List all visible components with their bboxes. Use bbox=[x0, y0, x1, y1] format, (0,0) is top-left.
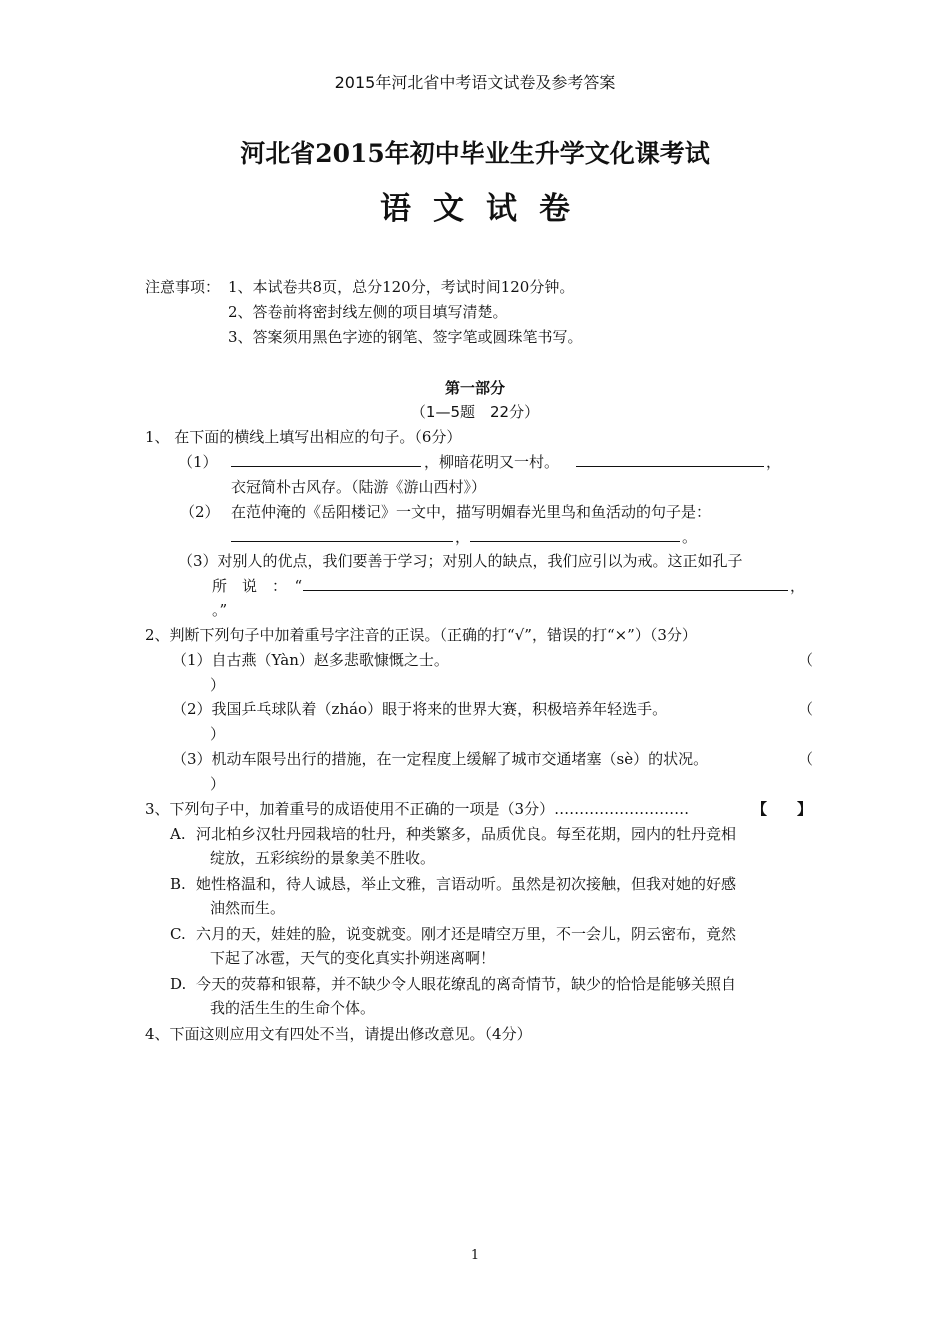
q1-part3-say: 所 说 ： “ bbox=[212, 577, 303, 595]
q2-item-1: （1）自古燕（Yàn）赵多悲歌慷慨之士。 bbox=[172, 651, 449, 669]
notes-label: 注意事项： bbox=[145, 278, 221, 296]
answer-blank[interactable] bbox=[303, 576, 788, 591]
q3-answer-bracket[interactable]: 【 】 bbox=[752, 800, 813, 818]
q1-part3-end: 。” bbox=[212, 601, 228, 619]
q3-option-a-line2: 绽放，五彩缤纷的景象美不胜收。 bbox=[210, 849, 436, 867]
q1-stem: 1、 在下面的横线上填写出相应的句子。（6分） bbox=[145, 428, 462, 446]
exam-title: 河北省2015年初中毕业生升学文化课考试 bbox=[240, 139, 710, 168]
page-number: 1 bbox=[470, 1248, 480, 1263]
q3-option-b: 她性格温和，待人诚恳，举止文雅，言语动听。虽然是初次接触，但我对她的好感 bbox=[196, 875, 737, 893]
q2-item-1-answer-open[interactable]: （ bbox=[798, 651, 814, 669]
notes-item-3: 3、答案须用黑色字迹的钢笔、签字笔或圆珠笔书写。 bbox=[228, 328, 583, 346]
q2-item-3-answer-open[interactable]: （ bbox=[798, 750, 814, 768]
answer-blank[interactable] bbox=[470, 527, 680, 542]
q1-part1-comma: ， bbox=[766, 453, 782, 471]
page-header: 2015年河北省中考语文试卷及参考答案 bbox=[334, 73, 616, 92]
q3-option-c-label: C. bbox=[170, 925, 186, 943]
q2-item-3-answer-close: ） bbox=[210, 775, 226, 793]
q2-item-1-answer-close: ） bbox=[210, 676, 226, 694]
q1-part1-line2: 衣冠简朴古风存。（陆游《游山西村》） bbox=[231, 478, 487, 496]
answer-blank[interactable] bbox=[576, 452, 764, 467]
q2-item-2: （2）我国乒乓球队着（zháo）眼于将来的世界大赛，积极培养年轻选手。 bbox=[172, 700, 668, 718]
q3-option-a-label: A. bbox=[170, 825, 186, 843]
q1-part3-comma: ， bbox=[790, 577, 806, 595]
q3-option-b-label: B. bbox=[170, 875, 186, 893]
q3-stem: 3、下列句子中，加着重号的成语使用不正确的一项是（3分）……………………… bbox=[145, 800, 690, 818]
q1-part3-line1: （3）对别人的优点，我们要善于学习；对别人的缺点，我们应引以为戒。这正如孔子 bbox=[178, 552, 743, 570]
q3-option-d-label: D. bbox=[170, 975, 187, 993]
exam-subject-title: 语文试卷 bbox=[380, 191, 592, 227]
q3-option-d: 今天的荧幕和银幕，并不缺少令人眼花缭乱的离奇情节，缺少的恰恰是能够关照自 bbox=[196, 975, 737, 993]
q1-part2-number: （2） bbox=[180, 503, 220, 521]
q1-part2-end: 。 bbox=[682, 528, 698, 546]
q3-option-a: 河北柏乡汉牡丹园栽培的牡丹，种类繁多，品质优良。每至花期，园内的牡丹竞相 bbox=[196, 825, 737, 843]
q3-option-c-line2: 下起了冰雹，天气的变化真实扑朔迷离啊！ bbox=[210, 949, 496, 967]
notes-item-2: 2、答卷前将密封线左侧的项目填写清楚。 bbox=[228, 303, 508, 321]
q2-item-3: （3）机动车限号出行的措施，在一定程度上缓解了城市交通堵塞（sè）的状况。 bbox=[172, 750, 709, 768]
q3-option-d-line2: 我的活生生的生命个体。 bbox=[210, 999, 376, 1017]
answer-blank[interactable] bbox=[231, 452, 421, 467]
q2-item-2-answer-close: ） bbox=[210, 725, 226, 743]
q1-part1-text: ，柳暗花明又一村。 bbox=[424, 453, 560, 471]
q3-option-c: 六月的天，娃娃的脸，说变就变。刚才还是晴空万里，不一会儿，阴云密布，竟然 bbox=[196, 925, 737, 943]
notes-item-1: 1、本试卷共8页，总分120分，考试时间120分钟。 bbox=[228, 278, 575, 296]
q1-part2-separator: ， bbox=[455, 528, 471, 546]
q1-part2-text: 在范仲淹的《岳阳楼记》一文中，描写明媚春光里鸟和鱼活动的句子是： bbox=[231, 503, 712, 521]
section-title: 第一部分 bbox=[444, 379, 505, 397]
answer-blank[interactable] bbox=[231, 527, 453, 542]
q3-option-b-line2: 油然而生。 bbox=[210, 899, 286, 917]
q4-stem: 4、下面这则应用文有四处不当，请提出修改意见。（4分） bbox=[145, 1025, 532, 1043]
q2-item-2-answer-open[interactable]: （ bbox=[798, 700, 814, 718]
q2-stem: 2、判断下列句子中加着重号字注音的正误。（正确的打“√”，错误的打“×”）（3分） bbox=[145, 626, 697, 644]
q1-part1-number: （1） bbox=[178, 453, 218, 471]
section-subtitle: （1—5题 22分） bbox=[410, 403, 540, 421]
